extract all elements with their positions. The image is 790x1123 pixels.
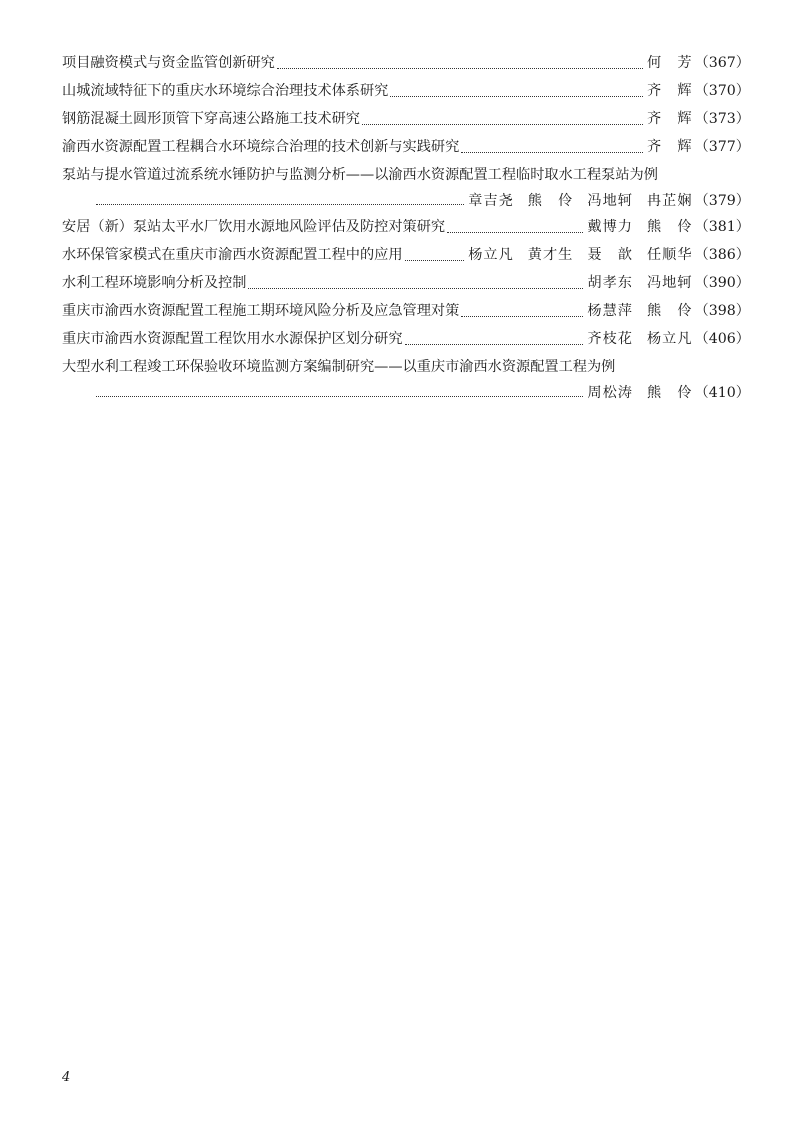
author: 冯地轲 [587, 193, 633, 209]
entry-page: （386） [694, 247, 750, 263]
author: 何 芳 [646, 55, 693, 71]
author: 聂 歆 [587, 247, 633, 263]
entry-title: 安居（新）泵站太平水厂饮用水源地风险评估及防控对策研究 [62, 219, 446, 235]
toc-entry [62, 77, 750, 105]
author: 任顺华 [646, 247, 693, 263]
entry-page: （370） [694, 83, 750, 99]
dot-leader [447, 231, 583, 233]
author: 冉芷娴 [646, 193, 693, 209]
table-of-contents [62, 49, 750, 405]
toc-entry [62, 241, 750, 269]
entry-authors [647, 133, 693, 161]
entry-page: （406） [694, 331, 750, 347]
entry-title: 大型水利工程竣工环保验收环境监测方案编制研究——以重庆市渝西水资源配置工程为例 [62, 359, 616, 375]
toc-entry [62, 325, 750, 353]
toc-entry [62, 353, 750, 405]
author: 熊 伶 [646, 303, 693, 319]
toc-entry [62, 269, 750, 297]
dot-leader [96, 395, 583, 397]
entry-title: 水环保管家模式在重庆市渝西水资源配置工程中的应用 [62, 247, 403, 263]
entry-title: 重庆市渝西水资源配置工程饮用水水源保护区划分研究 [62, 331, 403, 347]
entry-authors [647, 105, 693, 133]
author: 熊 伶 [527, 193, 574, 209]
dot-leader [96, 203, 464, 205]
entry-title: 钢筋混凝土圆形顶管下穿高速公路施工技术研究 [62, 111, 360, 127]
entry-title: 渝西水资源配置工程耦合水环境综合治理的技术创新与实践研究 [62, 139, 460, 155]
entry-page: （410） [694, 385, 750, 401]
dot-leader [405, 343, 584, 345]
entry-authors [587, 297, 692, 325]
author: 黄才生 [527, 247, 574, 263]
entry-title: 水利工程环境影响分析及控制 [62, 275, 247, 291]
entry-authors [587, 269, 692, 297]
author: 齐 辉 [646, 111, 693, 127]
toc-entry [62, 161, 750, 213]
entry-page: （373） [694, 111, 750, 127]
author: 周松涛 [587, 385, 633, 401]
dot-leader [405, 259, 465, 261]
entry-authors [587, 325, 692, 353]
entry-authors [468, 189, 692, 213]
author: 齐枝花 [587, 331, 633, 347]
toc-entry [62, 297, 750, 325]
author: 戴博力 [587, 219, 633, 235]
toc-entry [62, 213, 750, 241]
toc-entry [62, 133, 750, 161]
dot-leader [277, 67, 643, 69]
author: 冯地轲 [646, 275, 693, 291]
entry-title: 山城流域特征下的重庆水环境综合治理技术体系研究 [62, 83, 389, 99]
author: 齐 辉 [646, 139, 693, 155]
dot-leader [461, 151, 643, 153]
entry-page: （390） [694, 275, 750, 291]
entry-page: （381） [694, 219, 750, 235]
author: 胡孝东 [587, 275, 633, 291]
entry-page: （377） [694, 139, 750, 155]
entry-authors [647, 49, 693, 77]
author: 熊 伶 [646, 219, 693, 235]
dot-leader [248, 287, 583, 289]
entry-authors [647, 77, 693, 105]
dot-leader [362, 123, 643, 125]
entry-page: （379） [694, 193, 750, 209]
author: 章吉尧 [468, 193, 514, 209]
author: 杨立凡 [468, 247, 514, 263]
toc-entry [62, 105, 750, 133]
author: 齐 辉 [646, 83, 693, 99]
entry-authors [587, 381, 692, 405]
author: 熊 伶 [646, 385, 693, 401]
dot-leader [390, 95, 643, 97]
entry-title: 项目融资模式与资金监管创新研究 [62, 55, 275, 71]
entry-title: 重庆市渝西水资源配置工程施工期环境风险分析及应急管理对策 [62, 303, 460, 319]
entry-authors [468, 241, 692, 269]
entry-page: （398） [694, 303, 750, 319]
dot-leader [461, 315, 583, 317]
entry-authors [587, 213, 692, 241]
entry-page: （367） [694, 55, 750, 71]
author: 杨慧萍 [587, 303, 633, 319]
page-number: 4 [62, 1070, 71, 1085]
author: 杨立凡 [646, 331, 693, 347]
toc-entry [62, 49, 750, 77]
entry-title: 泵站与提水管道过流系统水锤防护与监测分析——以渝西水资源配置工程临时取水工程泵站为例 [62, 167, 658, 183]
